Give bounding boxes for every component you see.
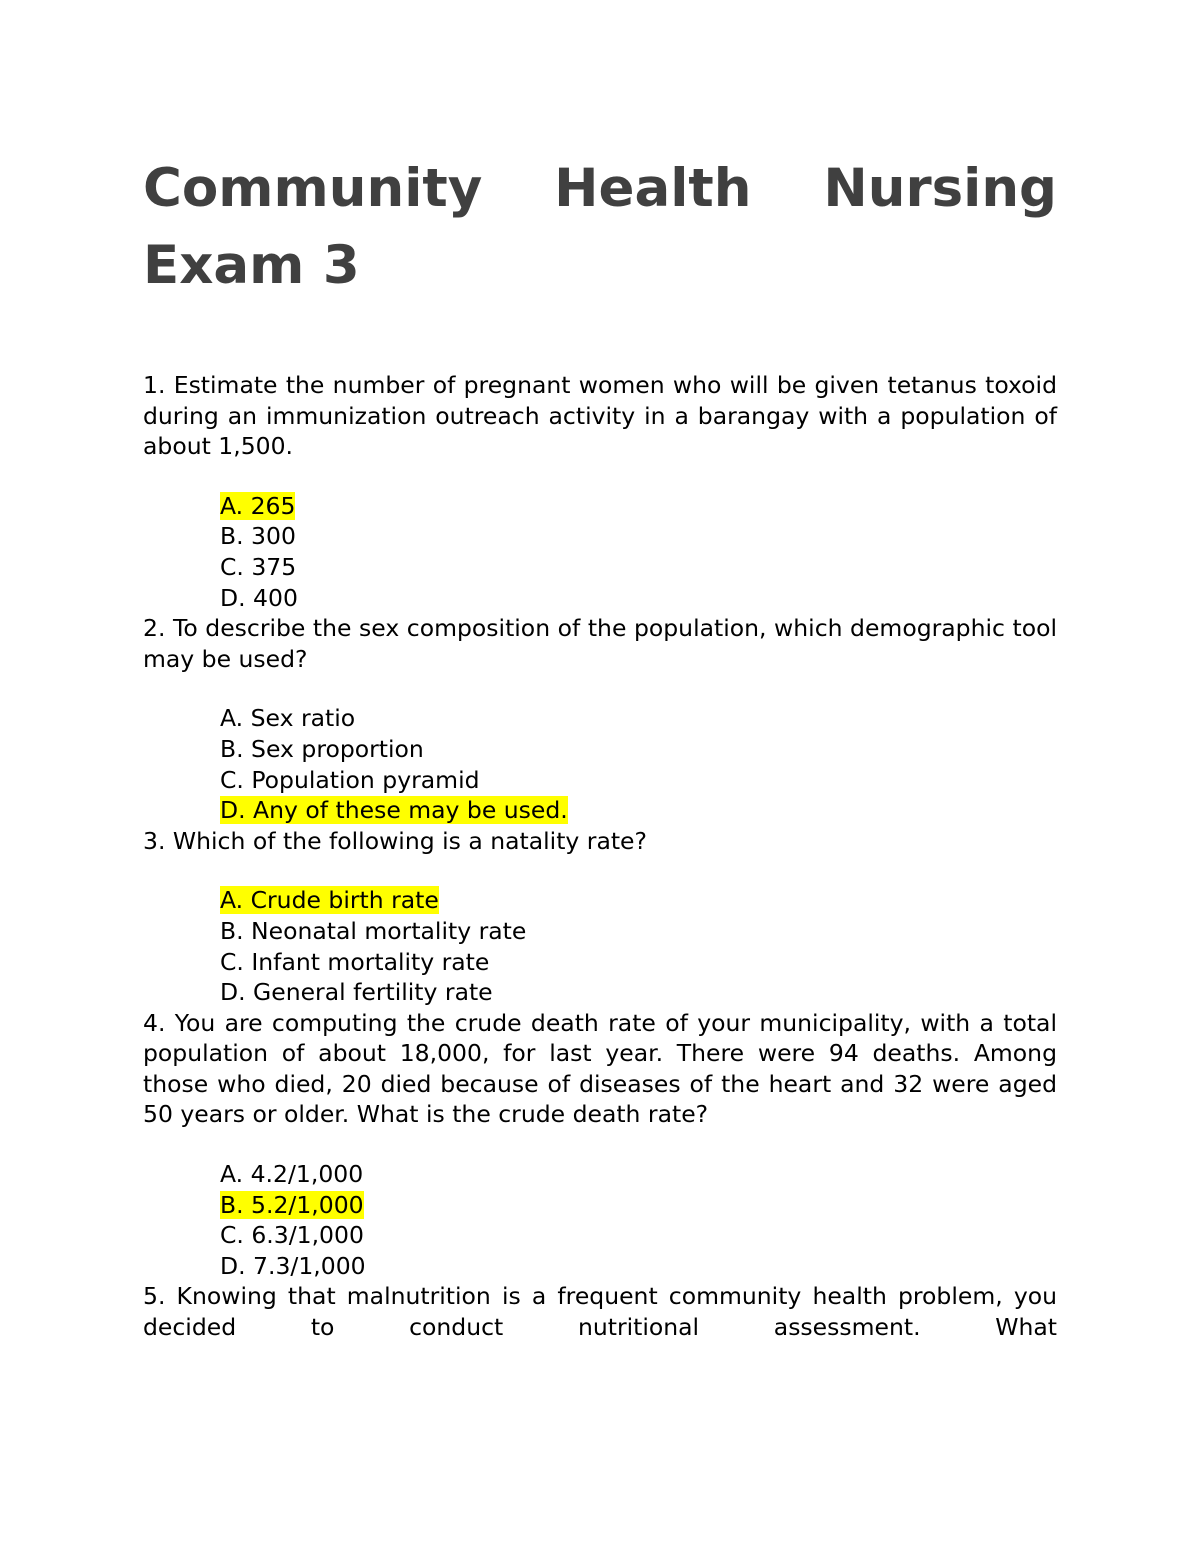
- question-list: [143, 370, 1057, 1343]
- answer-text: C. 375: [220, 552, 297, 581]
- highlighted-answer: A. Crude birth rate: [220, 886, 439, 915]
- document-page: [143, 150, 1057, 1343]
- title-word: Health: [554, 158, 752, 219]
- question-block: [143, 613, 1057, 826]
- question-block: [143, 826, 1057, 1008]
- answer-text: D. 7.3/1,000: [220, 1251, 366, 1280]
- highlighted-answer: A. 265: [220, 491, 296, 520]
- title-word: Community: [143, 158, 483, 219]
- answer-option: [220, 916, 1057, 947]
- answer-option: [220, 491, 1057, 522]
- question-text: 5. Knowing that malnutrition is a frequent community health problem, you decided to conduct nutritional assessment. What: [143, 1282, 1057, 1342]
- title-word: Nursing: [823, 158, 1057, 219]
- title-line-1: [143, 150, 1057, 227]
- answer-option: [220, 885, 1057, 916]
- answer-option: [220, 795, 1057, 826]
- highlighted-answer: B. 5.2/1,000: [220, 1190, 364, 1219]
- title-line-2: Exam 3: [143, 235, 360, 296]
- answer-text: B. 300: [220, 522, 296, 551]
- answer-option: [220, 552, 1057, 583]
- document-title: [143, 150, 1057, 304]
- answer-options: [143, 703, 1057, 825]
- answer-option: [220, 1220, 1057, 1251]
- answer-text: D. General fertility rate: [220, 978, 493, 1007]
- answer-text: C. Population pyramid: [220, 765, 480, 794]
- answer-text: B. Sex proportion: [220, 734, 424, 763]
- answer-text: A. 4.2/1,000: [220, 1160, 364, 1189]
- answer-option: [220, 765, 1057, 796]
- highlighted-answer: D. Any of these may be used.: [220, 796, 568, 825]
- answer-option: [220, 1159, 1057, 1190]
- question-block: [143, 1281, 1057, 1342]
- question-text: 3. Which of the following is a natality rate?: [143, 826, 647, 855]
- question-text: 1. Estimate the number of pregnant women who will be given tetanus toxoid during an immunization outreach activity in a barangay with a population of about 1,500.: [143, 371, 1057, 461]
- question-block: [143, 370, 1057, 613]
- answer-option: [220, 583, 1057, 614]
- answer-text: A. Sex ratio: [220, 704, 356, 733]
- answer-text: C. Infant mortality rate: [220, 947, 490, 976]
- answer-options: [143, 491, 1057, 613]
- answer-option: [220, 1251, 1057, 1282]
- answer-options: [143, 1159, 1057, 1281]
- answer-text: D. 400: [220, 583, 298, 612]
- answer-options: [143, 885, 1057, 1007]
- answer-option: [220, 947, 1057, 978]
- answer-option: [220, 703, 1057, 734]
- answer-option: [220, 977, 1057, 1008]
- answer-option: [220, 1190, 1057, 1221]
- question-block: [143, 1008, 1057, 1282]
- question-text: 2. To describe the sex composition of the population, which demographic tool may be used?: [143, 614, 1057, 673]
- answer-text: B. Neonatal mortality rate: [220, 916, 527, 945]
- question-text: 4. You are computing the crude death rate of your municipality, with a total population of about 18,000, for last year. There were 94 deaths. Among those who died, 20 died because of diseases of the heart and 32 were aged 50 years or older. What is the crude death rate?: [143, 1008, 1057, 1129]
- answer-option: [220, 734, 1057, 765]
- answer-text: C. 6.3/1,000: [220, 1221, 364, 1250]
- answer-option: [220, 521, 1057, 552]
